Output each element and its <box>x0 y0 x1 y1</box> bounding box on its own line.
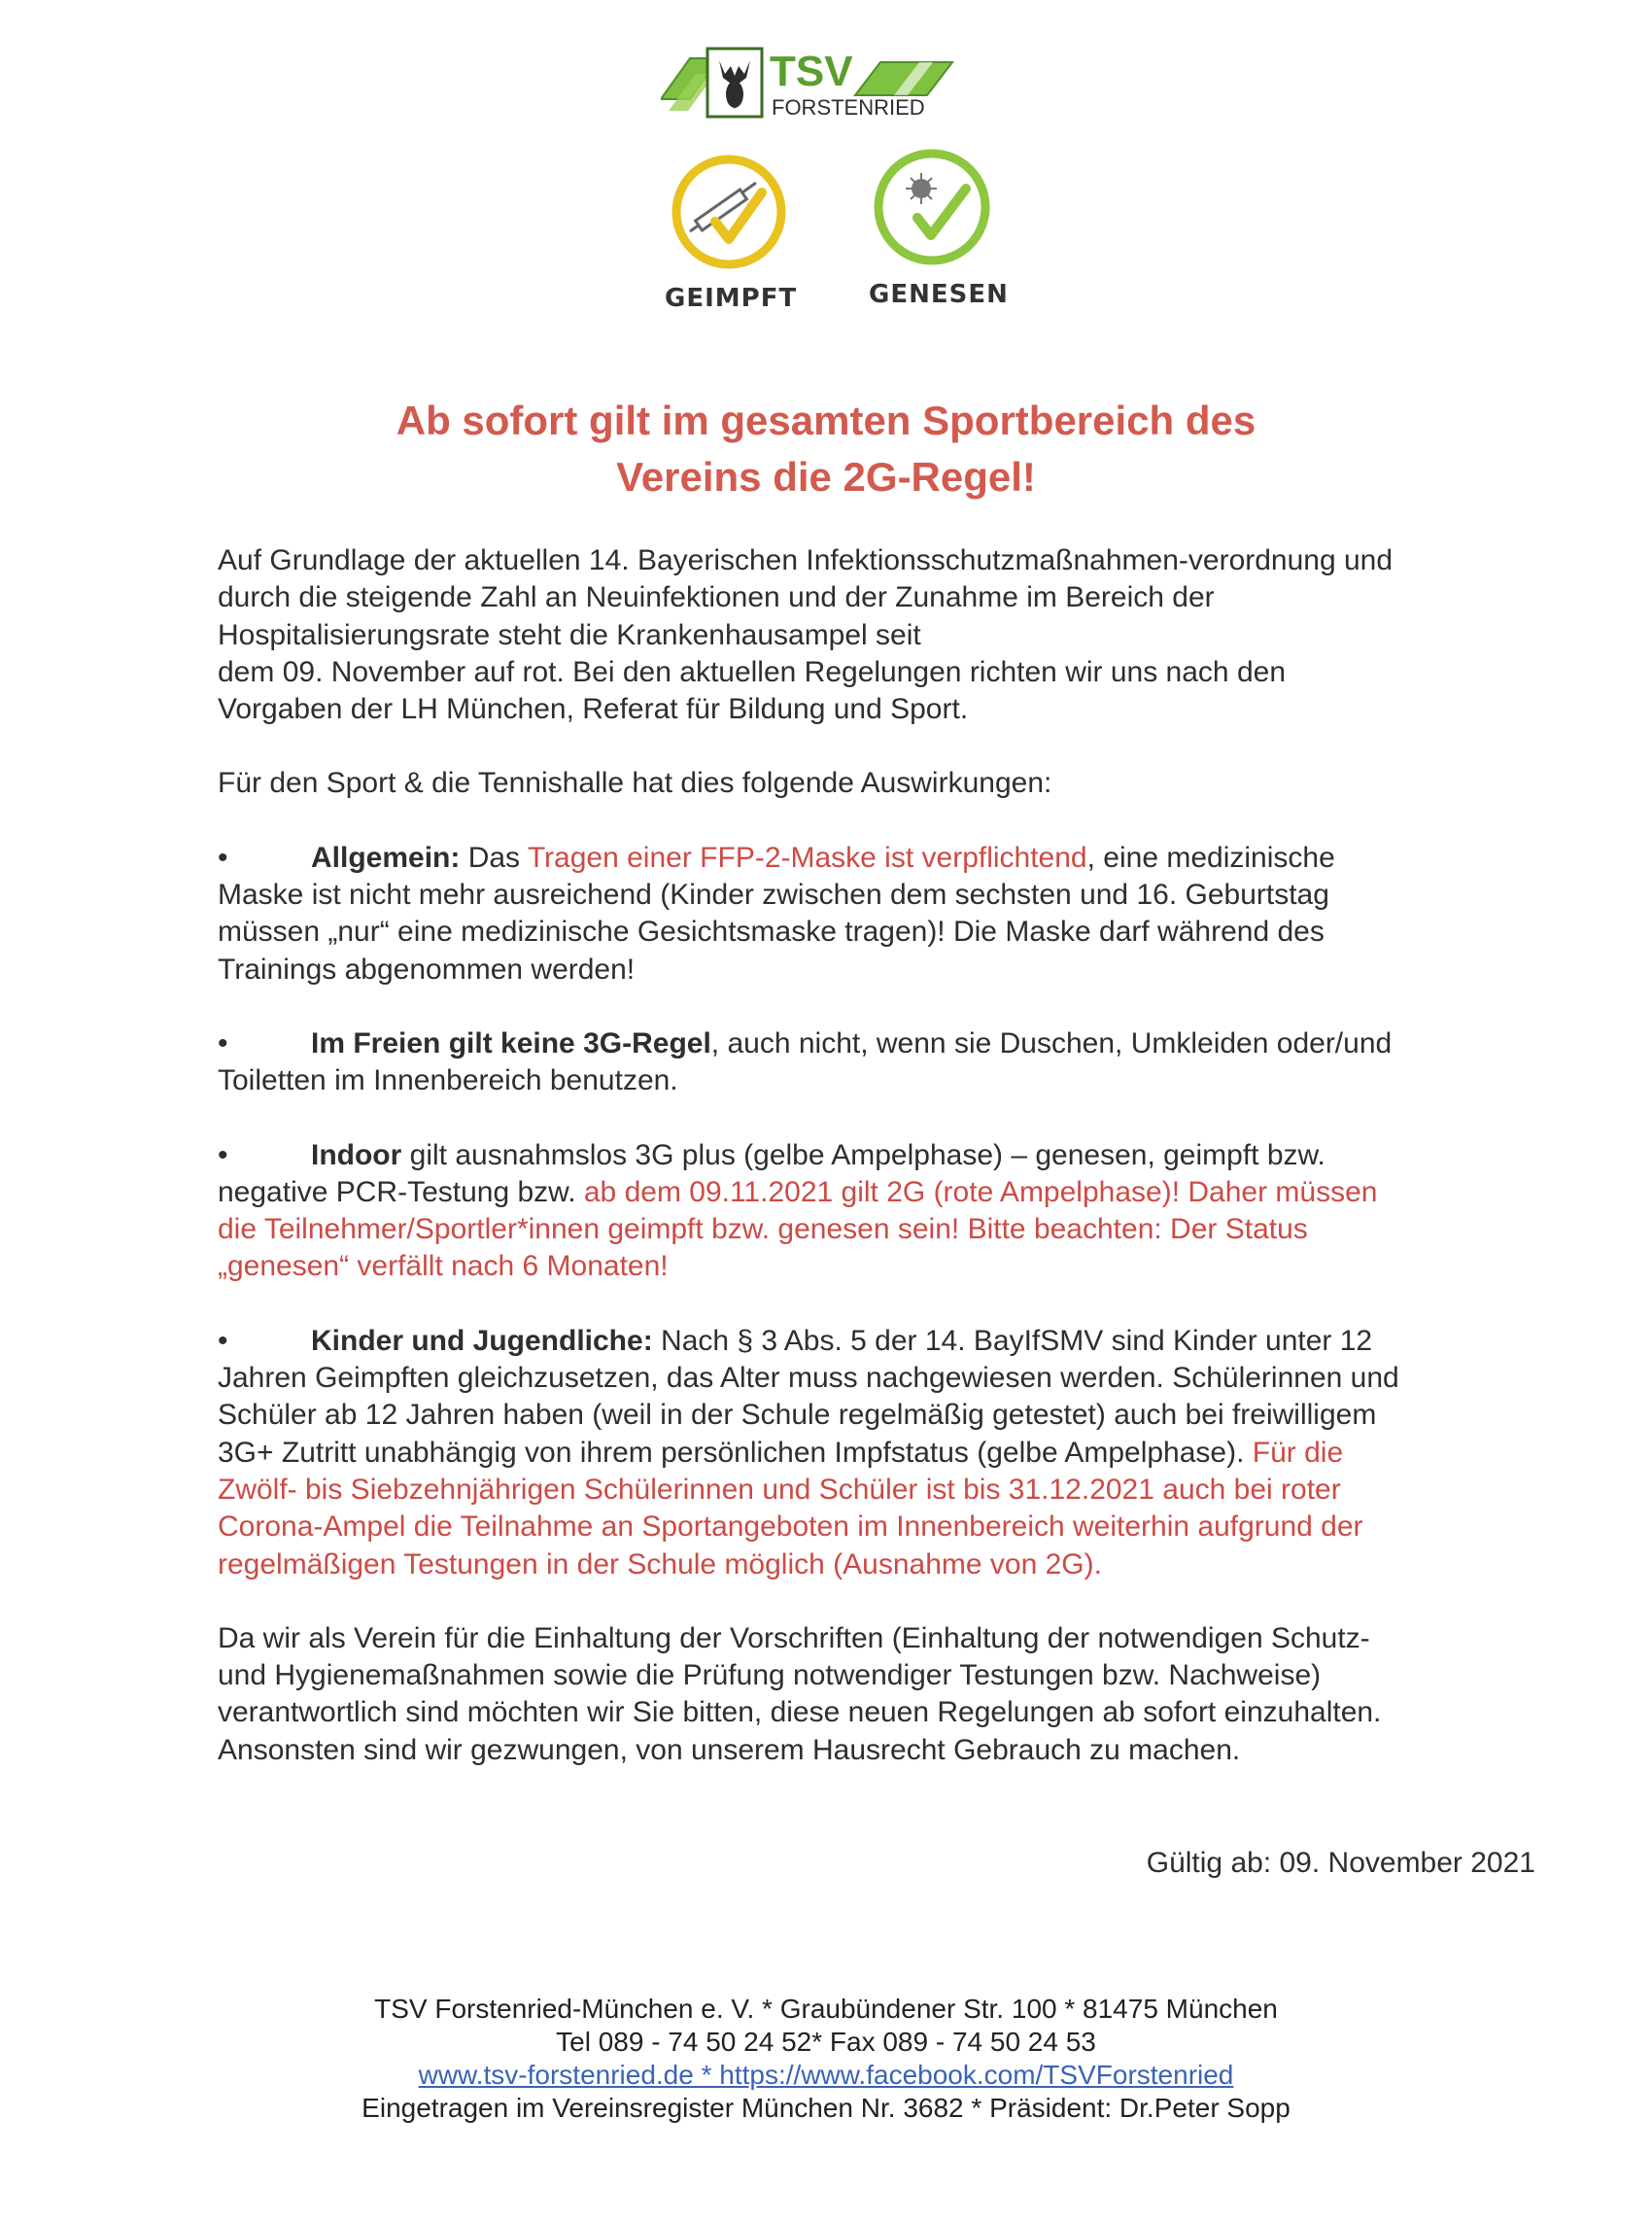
vaccination-badges <box>661 146 1030 321</box>
bullet-text: Das <box>460 841 528 874</box>
effects-intro: Für den Sport & die Tennishalle hat dies folgende Auswirkungen: <box>218 767 1052 800</box>
footer-links[interactable]: www.tsv-forstenried.de * https://www.facebook.com/TSVForstenried <box>418 2060 1234 2090</box>
title-line-2: Vereins die 2G-Regel! <box>616 454 1036 500</box>
closing-line: Ansonsten sind wir gezwungen, von unserem Hausrecht Gebrauch zu machen. <box>218 1733 1241 1766</box>
bullet-line: Toiletten im Innenbereich benutzen. <box>218 1064 678 1097</box>
bullet-text: Nach § 3 Abs. 5 der 14. BayIfSMV sind Kinder unter 12 <box>652 1324 1373 1357</box>
title-line-1: Ab sofort gilt im gesamten Sportbereich des <box>396 398 1256 443</box>
footer-address: TSV Forstenried-München e. V. * Graubündener Str. 100 * 81475 München <box>374 1994 1278 2024</box>
bullet-text: , auch nicht, wenn sie Duschen, Umkleiden oder/und <box>710 1026 1393 1059</box>
bullet-line: Jahren Geimpften gleichzusetzen, das Alter muss nachgewiesen werden. Schülerinnen und <box>218 1362 1399 1395</box>
bullet-text: , eine medizinische <box>1086 841 1335 874</box>
intro-line: dem 09. November auf rot. Bei den aktuellen Regelungen richten wir uns nach den <box>218 655 1286 688</box>
bullet-kinder <box>218 1323 1545 1360</box>
logo-subtitle: FORSTENRIED <box>772 95 925 120</box>
syringe-check-icon <box>671 154 787 270</box>
highlight-text: ab dem 09.11.2021 gilt 2G (rote Ampelphase)! Daher müssen <box>583 1175 1378 1208</box>
bullet-line <box>218 1435 1545 1472</box>
closing-line: verantwortlich sind möchten wir Sie bitten, diese neuen Regelungen ab sofort einzuhalten. <box>218 1696 1382 1729</box>
bullet-heading: Allgemein: <box>311 841 461 874</box>
bullet-line: Schüler ab 12 Jahren haben (weil in der Schule regelmäßig getestet) auch bei freiwilligem <box>218 1399 1377 1432</box>
bullet-heading: Im Freien gilt keine 3G-Regel <box>311 1026 711 1059</box>
bullet-text: 3G+ Zutritt unabhängig von ihrem persönlichen Impfstatus (gelbe Ampelphase). <box>218 1436 1253 1469</box>
virus-check-icon <box>873 148 991 266</box>
highlight-line: Zwölf- bis Siebzehnjährigen Schülerinnen und Schüler ist bis 31.12.2021 auch bei roter <box>218 1473 1341 1506</box>
bullet-freien <box>218 1025 1545 1062</box>
intro-line: Vorgaben der LH München, Referat für Bildung und Sport. <box>218 693 969 726</box>
valid-from-date: Gültig ab: 09. November 2021 <box>1146 1847 1535 1879</box>
bullet-line: Maske ist nicht mehr ausreichend (Kinder zwischen dem sechsten und 16. Geburtstag <box>218 879 1329 912</box>
closing-line: und Hygienemaßnahmen sowie die Prüfung notwendiger Testungen bzw. Nachweise) <box>218 1659 1322 1692</box>
bullet-line: müssen „nur“ eine medizinische Gesichtsmaske tragen)! Die Maske darf während des <box>218 916 1325 949</box>
intro-line: Auf Grundlage der aktuellen 14. Bayerischen Infektionsschutzmaßnahmen-verordnung und <box>218 544 1394 576</box>
bullet-heading: Indoor <box>311 1138 402 1171</box>
bullet-allgemein <box>218 840 1545 877</box>
tsv-logo <box>661 41 991 128</box>
bullet-symbol: • <box>218 841 228 874</box>
bullet-symbol: • <box>218 1324 228 1357</box>
intro-line: durch die steigende Zahl an Neuinfektionen und der Zunahme im Bereich der <box>218 581 1215 614</box>
bullet-symbol: • <box>218 1138 228 1171</box>
footer-register: Eingetragen im Vereinsregister München Nr. 3682 * Präsident: Dr.Peter Sopp <box>361 2093 1291 2123</box>
highlight-line: die Teilnehmer/Sportler*innen geimpft bzw. genesen sein! Bitte beachten: Der Status <box>218 1213 1308 1246</box>
bullet-heading: Kinder und Jugendliche: <box>311 1324 653 1357</box>
bullet-symbol: • <box>218 1026 228 1059</box>
bullet-line: Trainings abgenommen werden! <box>218 953 636 986</box>
highlight-line: Corona-Ampel die Teilnahme an Sportangeboten im Innenbereich weiterhin aufgrund der <box>218 1510 1363 1544</box>
highlight-line: „genesen“ verfällt nach 6 Monaten! <box>218 1250 669 1283</box>
footer-phone: Tel 089 - 74 50 24 52* Fax 089 - 74 50 24 53 <box>556 2027 1096 2057</box>
closing-line: Da wir als Verein für die Einhaltung der Vorschriften (Einhaltung der notwendigen Schutz- <box>218 1621 1370 1654</box>
page-title <box>194 393 1458 505</box>
highlight-line: regelmäßigen Testungen in der Schule möglich (Ausnahme von 2G). <box>218 1547 1102 1580</box>
bullet-text: gilt ausnahmslos 3G plus (gelbe Ampelphase) – genesen, geimpft bzw. <box>401 1138 1325 1171</box>
badge-label-genesen: GENESEN <box>869 280 1009 309</box>
bullet-indoor <box>218 1137 1545 1174</box>
bullet-text: negative PCR-Testung bzw. <box>218 1175 584 1208</box>
intro-line: Hospitalisierungsrate steht die Krankenhausampel seit <box>218 618 921 651</box>
highlight-text: Tragen einer FFP-2-Maske ist verpflichtend <box>527 841 1087 874</box>
highlight-text: Für die <box>1252 1436 1344 1469</box>
logo-title: TSV <box>770 48 853 95</box>
footer <box>0 1993 1652 2125</box>
bullet-line <box>218 1174 1545 1211</box>
document-body <box>218 542 1545 1769</box>
badge-label-geimpft: GEIMPFT <box>665 284 798 313</box>
